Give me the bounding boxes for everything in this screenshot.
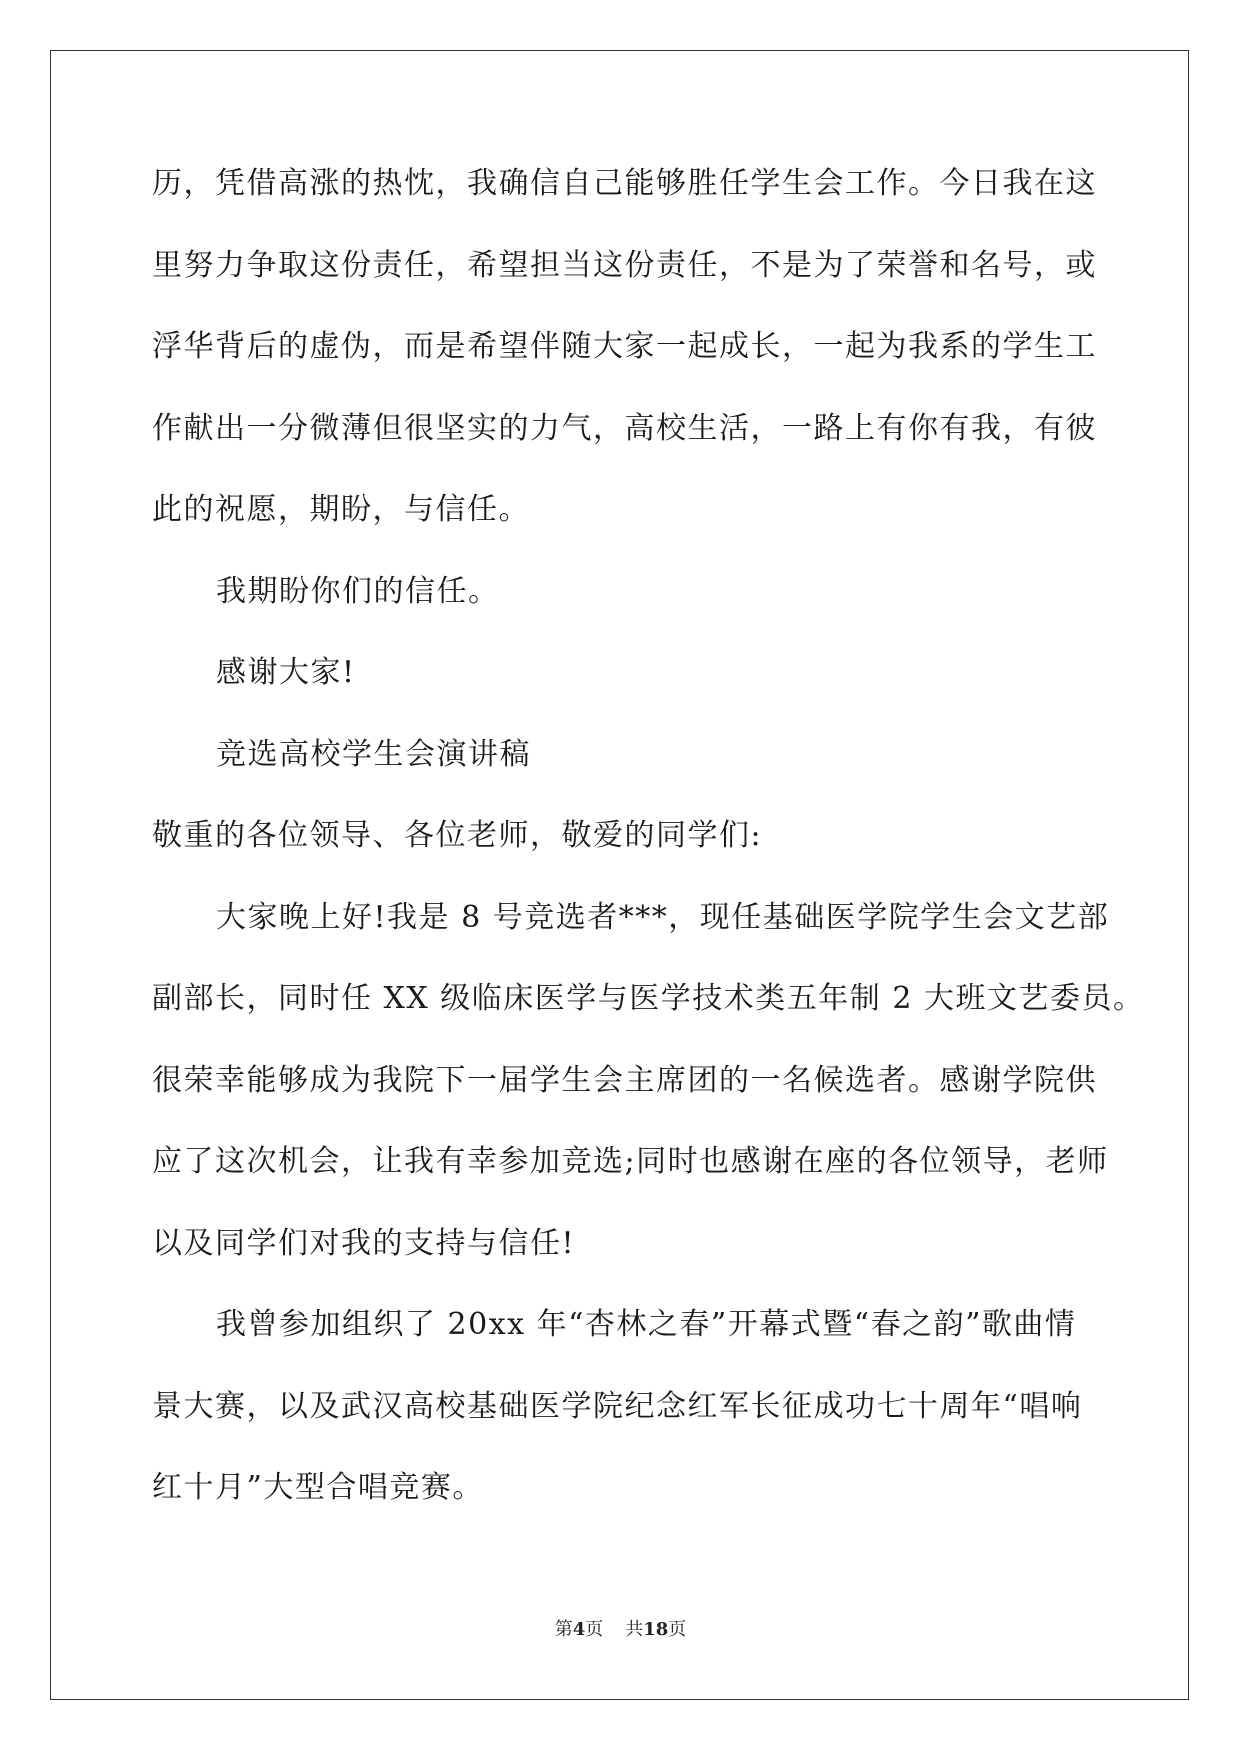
- total-prefix: 共: [625, 1619, 644, 1640]
- text-line: 很荣幸能够成为我院下一届学生会主席团的一名候选者。感谢学院供: [152, 1062, 1097, 1098]
- text-line: 浮华背后的虚伪，而是希望伴随大家一起成长，一起为我系的学生工: [152, 329, 1097, 364]
- text-line: 我期盼你们的信任。: [216, 573, 500, 609]
- section-title: 竞选高校学生会演讲稿: [216, 736, 531, 772]
- page-number: 4: [572, 1619, 586, 1640]
- text-line: 副部长，同时任 XX 级临床医学与医学技术类五年制 2 大班文艺委员。: [152, 981, 1145, 1016]
- text-line: 景大赛，以及武汉高校基础医学院纪念红军长征成功七十周年“唱响: [152, 1388, 1083, 1424]
- text-line: 以及同学们对我的支持与信任!: [152, 1225, 576, 1261]
- text-line: 作献出一分微薄但很坚实的力气，高校生活，一路上有你有我，有彼: [152, 410, 1097, 446]
- total-suffix: 页: [668, 1619, 687, 1640]
- page-suffix: 页: [585, 1619, 604, 1640]
- text-line: 感谢大家!: [216, 655, 356, 690]
- text-line: 历，凭借高涨的热忱，我确信自己能够胜任学生会工作。今日我在这: [152, 166, 1097, 201]
- text-line: 红十月”大型合唱竞赛。: [152, 1470, 484, 1505]
- text-line: 里努力争取这份责任，希望担当这份责任，不是为了荣誉和名号，或: [152, 247, 1097, 283]
- text-line: 我曾参加组织了 20xx 年“杏林之春”开幕式暨“春之韵”歌曲情: [216, 1307, 1077, 1342]
- total-pages: 18: [643, 1619, 669, 1640]
- salutation: 敬重的各位领导、各位老师，敬爱的同学们:: [152, 818, 763, 853]
- text-line: 此的祝愿，期盼，与信任。: [152, 492, 530, 527]
- text-line: 应了这次机会，让我有幸参加竞选;同时也感谢在座的各位领导，老师: [152, 1144, 1109, 1179]
- document-body: [152, 160, 1145, 1529]
- text-line: 大家晚上好!我是 8 号竞选者***，现任基础医学院学生会文艺部: [216, 899, 1110, 935]
- page-prefix: 第: [554, 1619, 573, 1640]
- page-footer: [0, 1615, 1241, 1641]
